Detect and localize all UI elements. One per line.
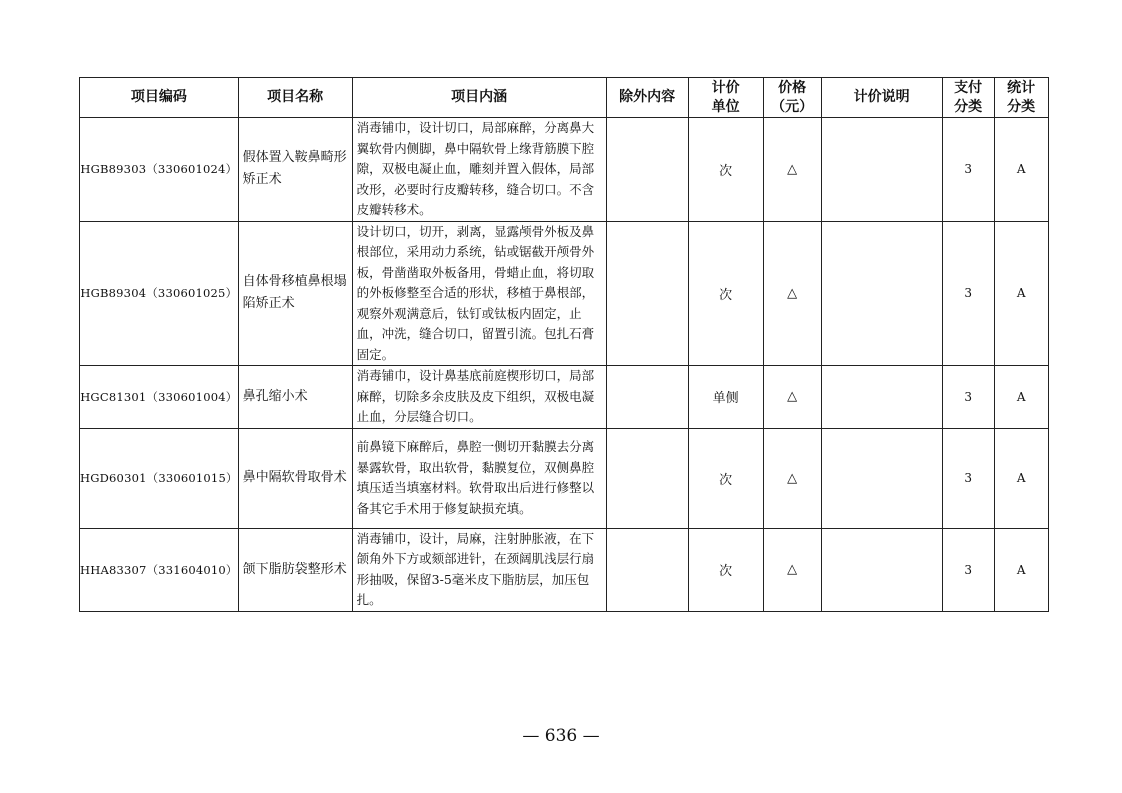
row-pay-category: 3 [942, 118, 994, 222]
table-row [80, 118, 1049, 222]
page-number: — 636 — [522, 726, 600, 746]
row-code: HGB89303（330601024） [80, 118, 239, 222]
row-stat-category: A [994, 366, 1048, 429]
row-unit: 单侧 [688, 366, 763, 429]
row-content: 消毒铺巾，设计鼻基底前庭楔形切口，局部麻醉，切除多余皮肤及皮下组织，双极电凝止血，分层缝合切口。 [352, 366, 606, 429]
row-price: △ [763, 118, 821, 222]
row-code: HHA83307（331604010） [80, 528, 239, 611]
row-stat-category: A [994, 428, 1048, 528]
row-unit: 次 [688, 428, 763, 528]
row-pay-category: 3 [942, 366, 994, 429]
row-content: 设计切口，切开，剥离，显露颅骨外板及鼻根部位，采用动力系统，钻或锯截开颅骨外板，骨凿凿取外板备用，骨蜡止血，将切取的外板修整至合适的形状，移植于鼻根部，观察外观满意后，钛钉或钛板内固定，止血，冲洗，缝合切口，留置引流。包扎石膏固定。 [352, 221, 606, 366]
table-row [80, 366, 1049, 429]
row-price: △ [763, 366, 821, 429]
row-code: HGC81301（330601004） [80, 366, 239, 429]
row-note [821, 428, 942, 528]
row-note [821, 221, 942, 366]
row-unit: 次 [688, 528, 763, 611]
row-unit: 次 [688, 221, 763, 366]
row-name: 颌下脂肪袋整形术 [238, 528, 352, 611]
row-excluded [606, 366, 688, 429]
header-stat-category: 统计 分类 [994, 78, 1048, 118]
header-price: 价格 （元） [763, 78, 821, 118]
row-unit: 次 [688, 118, 763, 222]
row-code: HGD60301（330601015） [80, 428, 239, 528]
header-content: 项目内涵 [352, 78, 606, 118]
row-note [821, 528, 942, 611]
table-header-row [80, 78, 1049, 118]
row-content: 前鼻镜下麻醉后，鼻腔一侧切开黏膜去分离暴露软骨，取出软骨，黏膜复位，双侧鼻腔填压适当填塞材料。软骨取出后进行修整以备其它手术用于修复缺损充填。 [352, 428, 606, 528]
row-note [821, 118, 942, 222]
header-excluded: 除外内容 [606, 78, 688, 118]
row-excluded [606, 221, 688, 366]
price-table [79, 77, 1049, 612]
row-name: 鼻孔缩小术 [238, 366, 352, 429]
row-pay-category: 3 [942, 428, 994, 528]
row-name: 自体骨移植鼻根塌陷矫正术 [238, 221, 352, 366]
row-excluded [606, 118, 688, 222]
row-stat-category: A [994, 528, 1048, 611]
row-stat-category: A [994, 118, 1048, 222]
header-name: 项目名称 [238, 78, 352, 118]
header-note: 计价说明 [821, 78, 942, 118]
row-pay-category: 3 [942, 221, 994, 366]
row-price: △ [763, 528, 821, 611]
header-code: 项目编码 [80, 78, 239, 118]
header-unit: 计价 单位 [688, 78, 763, 118]
row-content: 消毒铺巾，设计，局麻，注射肿胀液，在下颌角外下方或颏部进针，在颈阔肌浅层行扇形抽吸，保留3-5毫米皮下脂肪层，加压包扎。 [352, 528, 606, 611]
table-row [80, 428, 1049, 528]
table-row [80, 221, 1049, 366]
row-price: △ [763, 221, 821, 366]
row-note [821, 366, 942, 429]
row-excluded [606, 528, 688, 611]
row-code: HGB89304（330601025） [80, 221, 239, 366]
row-excluded [606, 428, 688, 528]
row-price: △ [763, 428, 821, 528]
table-row [80, 528, 1049, 611]
row-content: 消毒铺巾，设计切口，局部麻醉，分离鼻大翼软骨内侧脚，鼻中隔软骨上缘背筋膜下腔隙，双极电凝止血，雕刻并置入假体，局部改形，必要时行皮瓣转移，缝合切口。不含皮瓣转移术。 [352, 118, 606, 222]
header-pay-category: 支付 分类 [942, 78, 994, 118]
row-name: 鼻中隔软骨取骨术 [238, 428, 352, 528]
row-pay-category: 3 [942, 528, 994, 611]
row-name: 假体置入鞍鼻畸形矫正术 [238, 118, 352, 222]
row-stat-category: A [994, 221, 1048, 366]
